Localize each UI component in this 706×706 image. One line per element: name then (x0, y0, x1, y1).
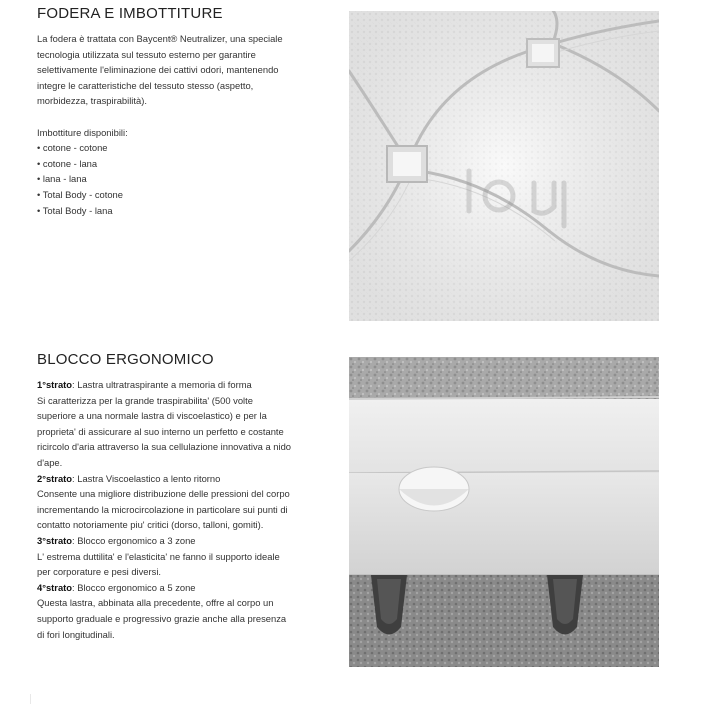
list-item: • cotone - cotone (37, 142, 108, 154)
layer-line: L' estrema duttilita' e l'elasticita' ne fanno il supporto ideale (37, 550, 280, 562)
fodera-text (37, 31, 337, 218)
section-title-fodera: FODERA E IMBOTTITURE (37, 5, 223, 22)
quilted-fabric-image (349, 11, 659, 321)
layer-2-head (37, 471, 342, 487)
layer-label: 2°strato (37, 472, 73, 484)
layer-line: incrementando la microcircolazione in particolare sui punti di (37, 503, 288, 515)
layer-line: superiore a una normale lastra di viscoelastico) e per la (37, 410, 267, 422)
layer-line: contatto notoriamente piu' critici (dorso, talloni, gomiti). (37, 519, 264, 531)
layer-1-head (37, 377, 342, 393)
layer-line: Si caratterizza per la grande traspirabilita' (500 volte (37, 394, 253, 406)
layer-label: 1°strato (37, 379, 73, 390)
fodera-line: tecnologia utilizzata sul tessuto esterno per garantire (37, 48, 256, 60)
layer-line: Consente una migliore distribuzione delle pressioni del corpo (37, 488, 290, 500)
layer-label: 4°strato (37, 581, 73, 593)
blocco-text (37, 377, 342, 642)
layer-line: Questa lastra, abbinata alla precedente, offre al corpo un (37, 597, 274, 609)
foam-layers-image (349, 357, 659, 667)
page-corner-mark (30, 694, 31, 704)
layer-line: di fori longitudinali. (37, 628, 115, 640)
layer-headline: : Blocco ergonomico a 3 zone (72, 534, 196, 546)
layer-line: ricircolo d'aria attraverso la sua cellulazione innovativa a nido (37, 441, 292, 453)
foam-layers-photo (349, 357, 659, 667)
imbottiture-list (37, 140, 337, 218)
layer-headline: : Lastra ultratraspirante a memoria di forma (72, 379, 252, 390)
list-item: • lana - lana (37, 173, 87, 185)
layer-line: supporto graduale e progressivo grazie anche alla presenza (37, 612, 287, 624)
list-item: • cotone - lana (37, 157, 98, 169)
layer-4-head (37, 580, 342, 596)
list-item: • Total Body - cotone (37, 188, 123, 200)
imbottiture-heading: Imbottiture disponibili: (37, 126, 128, 138)
fodera-line: integre le caratteristiche del tessuto stesso (aspetto, (37, 79, 254, 91)
layer-label: 3°strato (37, 534, 73, 546)
fodera-line: selettivamente l'eliminazione dei cattivi odori, mantenendo (37, 64, 279, 76)
layer-3-head (37, 533, 342, 549)
section-title-blocco: BLOCCO ERGONOMICO (37, 351, 214, 368)
layer-line: per corporature e pesi diversi. (37, 566, 162, 578)
quilted-fabric-photo (349, 11, 659, 321)
fodera-line: morbidezza, traspirabilità). (37, 95, 147, 107)
list-item: • Total Body - lana (37, 204, 113, 216)
layer-line: proprieta' di assicurare al suo interno un perfetto e costante (37, 425, 284, 437)
layer-headline: : Blocco ergonomico a 5 zone (72, 581, 196, 593)
fodera-line: La fodera è trattata con Baycent® Neutralizer, una speciale (37, 33, 283, 44)
layer-line: d'ape. (37, 456, 63, 468)
layer-headline: : Lastra Viscoelastico a lento ritorno (72, 472, 221, 484)
